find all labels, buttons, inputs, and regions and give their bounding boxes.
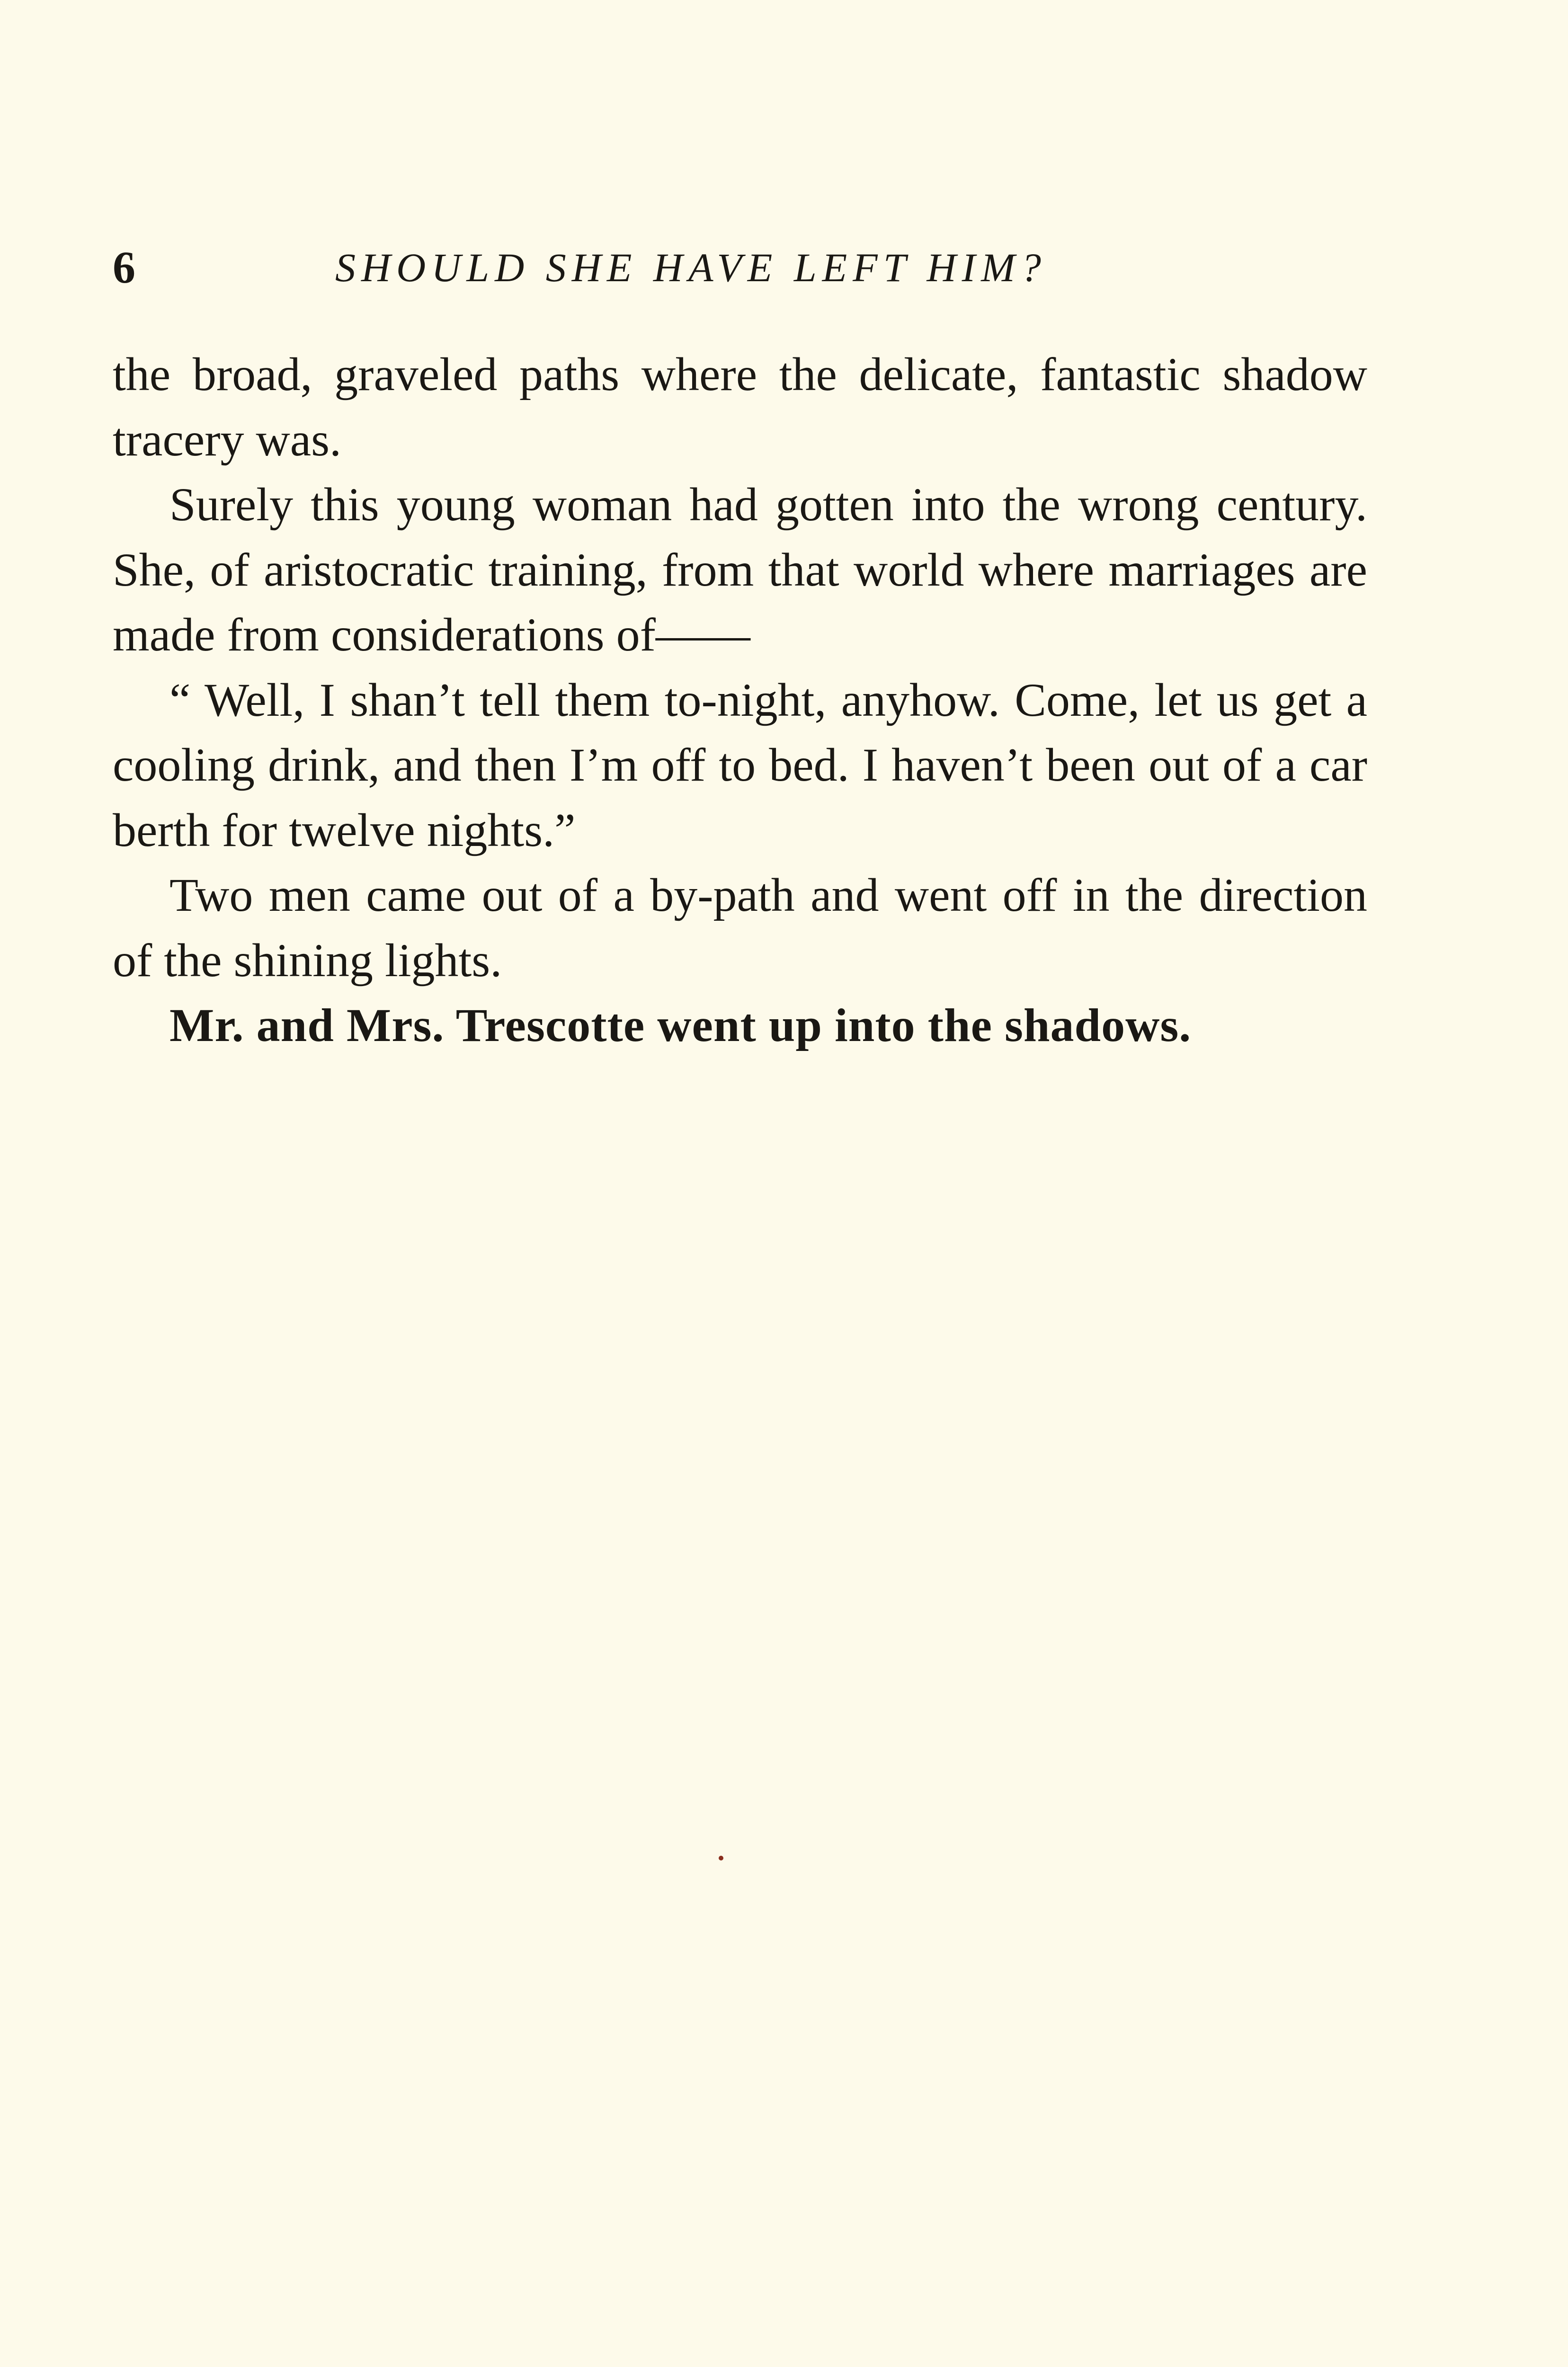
running-head	[113, 239, 1367, 305]
paragraph-century: Surely this young woman had gotten into the wrong century. She, of aristocratic training, from that world where marriages are made from considerations of——	[113, 478, 1367, 661]
paragraph-continuation: the broad, graveled paths where the delicate, fantastic shadow tracery was.	[113, 348, 1367, 466]
paragraph-dialogue: “ Well, I shan’t tell them to-night, anyhow. Come, let us get a cooling drink, and then I’m off to bed. I haven’t been out of a car berth for twelve nights.”	[113, 673, 1367, 856]
running-title: SHOULD SHE HAVE LEFT HIM?	[335, 245, 1047, 290]
ink-speck	[719, 1856, 723, 1860]
paragraph-closing: Mr. and Mrs. Trescotte went up into the shadows.	[169, 999, 1192, 1051]
paragraph-two-men: Two men came out of a by-path and went off in the direction of the shining lights.	[113, 869, 1367, 987]
page-number: 6	[113, 242, 135, 293]
body-text	[113, 342, 1367, 1058]
